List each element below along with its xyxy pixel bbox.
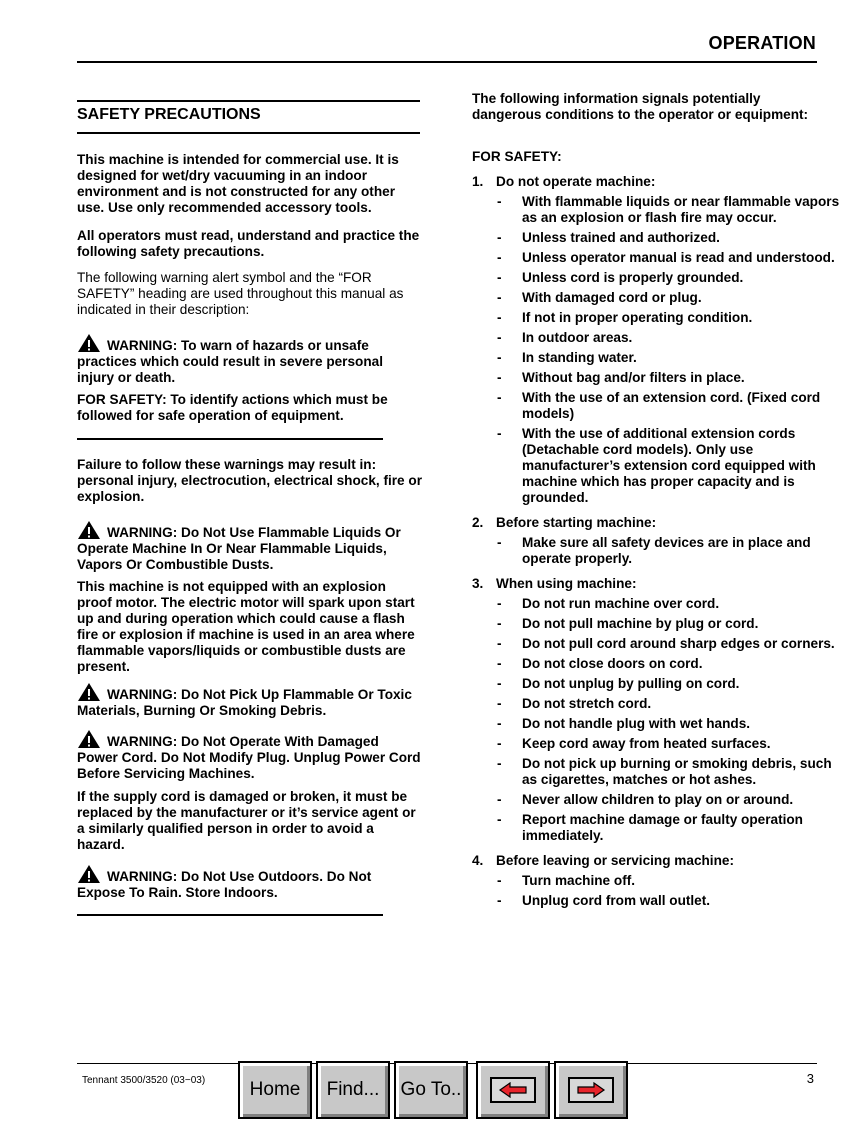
sub-item: - Do not handle plug with wet hands.: [497, 716, 751, 731]
item-label: Do not operate machine:: [496, 174, 656, 189]
warning-power-cord-text: WARNING: Do Not Operate With Damaged Power Cord. Do Not Modify Plug. Unplug Power Cord Before Servicing Machines.: [77, 734, 421, 781]
sub-item-text: In standing water.: [522, 350, 637, 365]
sub-item: - Make sure all safety devices are in place and operate properly.: [497, 535, 811, 566]
sub-item: - If not in proper operating condition.: [497, 310, 753, 325]
right-intro: The following information signals potentially dangerous conditions to the operator or equipment:: [472, 91, 809, 122]
header-rule: [77, 61, 817, 63]
warning-flammable: [77, 520, 422, 573]
section-title: SAFETY PRECAUTIONS: [77, 106, 261, 123]
sub-item-text: Do not stretch cord.: [522, 696, 652, 711]
sub-item-text: With damaged cord or plug.: [522, 290, 702, 305]
item-label: When using machine:: [496, 576, 637, 591]
warning-toxic-text: WARNING: Do Not Pick Up Flammable Or Toxic Materials, Burning Or Smoking Debris.: [77, 687, 412, 718]
sub-item: - Do not pull cord around sharp edges or corners.: [497, 636, 835, 651]
section-top-rule: [77, 100, 420, 102]
sub-item: - Do not close doors on cord.: [497, 656, 703, 671]
sub-item: - Do not pull machine by plug or cord.: [497, 616, 759, 631]
sub-item: - In standing water.: [497, 350, 637, 365]
sub-item-text: Do not run machine over cord.: [522, 596, 720, 611]
sub-item-text: Turn machine off.: [522, 873, 636, 888]
warning-icon: [77, 682, 101, 702]
sub-item: - Do not pick up burning or smoking debris, such as cigarettes, matches or hot ashes.: [497, 756, 832, 787]
item-label: Before starting machine:: [496, 515, 657, 530]
sub-item: - Keep cord away from heated surfaces.: [497, 736, 771, 751]
warning-outdoors: [77, 864, 422, 901]
item-label: Before leaving or servicing machine:: [496, 853, 734, 868]
item-number: 1.: [472, 174, 484, 189]
next-page-button[interactable]: [554, 1061, 628, 1119]
motor-paragraph: This machine is not equipped with an explosion proof motor. The electric motor will spark upon start up and during operation which could cause a flash fire or explosion if machine is used in an area where flammable vapors/liquids or combustible dusts are present.: [77, 579, 415, 674]
sub-item: - With the use of additional extension cords (Detachable cord models). Only use manufacturer’s extension cord equipped with machine which has proper capacity and is grounded.: [497, 426, 816, 505]
sub-item-text: Keep cord away from heated surfaces.: [522, 736, 771, 751]
goto-button[interactable]: Go To..: [394, 1061, 468, 1119]
sub-item-text: If not in proper operating condition.: [522, 310, 753, 325]
sub-item-text: Unless cord is properly grounded.: [522, 270, 744, 285]
previous-page-button[interactable]: [476, 1061, 550, 1119]
warning-toxic: [77, 682, 422, 719]
item-number: 4.: [472, 853, 484, 868]
for-safety-heading: FOR SAFETY:: [472, 149, 562, 164]
list-item: [472, 515, 842, 531]
sub-item: - In outdoor areas.: [497, 330, 633, 345]
warning-power-cord: [77, 729, 422, 782]
warning-definition: [77, 333, 422, 386]
warning-flammable-text: WARNING: Do Not Use Flammable Liquids Or Operate Machine In Or Near Flammable Liquids, Vapors Or Combustible Dusts.: [77, 525, 401, 572]
sub-item: - Unless trained and authorized.: [497, 230, 720, 245]
sub-item: - Do not stretch cord.: [497, 696, 652, 711]
footer-model: Tennant 3500/3520 (03−03): [82, 1075, 206, 1086]
left-arrow-icon: [490, 1077, 536, 1103]
warning-icon: [77, 729, 101, 749]
sub-item-text: With flammable liquids or near flammable vapors as an explosion or flash fire may occur.: [522, 194, 840, 225]
sub-item: - Unless cord is properly grounded.: [497, 270, 744, 285]
warning-icon: [77, 333, 101, 353]
sub-item-text: Make sure all safety devices are in place and operate properly.: [522, 535, 811, 566]
divider-rule-2: [77, 914, 383, 916]
list-item: [472, 576, 842, 592]
item-number: 3.: [472, 576, 484, 591]
sub-item-text: Unless operator manual is read and understood.: [522, 250, 835, 265]
sub-item-text: Report machine damage or faulty operation immediately.: [522, 812, 803, 843]
section-bottom-rule: [77, 132, 420, 134]
sub-item-text: Do not pull machine by plug or cord.: [522, 616, 759, 631]
sub-item-text: Never allow children to play on or around.: [522, 792, 794, 807]
sub-item: - With the use of an extension cord. (Fixed cord models): [497, 390, 821, 421]
sub-item: - Do not unplug by pulling on cord.: [497, 676, 740, 691]
sub-item-text: In outdoor areas.: [522, 330, 633, 345]
divider-rule-1: [77, 438, 383, 440]
sub-item-text: Do not pick up burning or smoking debris, such as cigarettes, matches or hot ashes.: [522, 756, 832, 787]
sub-item-text: Unplug cord from wall outlet.: [522, 893, 711, 908]
sub-item: - Do not run machine over cord.: [497, 596, 720, 611]
sub-item-text: Do not pull cord around sharp edges or corners.: [522, 636, 835, 651]
safety-list: [472, 167, 842, 909]
sub-item-text: Do not unplug by pulling on cord.: [522, 676, 740, 691]
warning-icon: [77, 864, 101, 884]
item-number: 2.: [472, 515, 484, 530]
right-arrow-icon: [568, 1077, 614, 1103]
warning-icon: [77, 520, 101, 540]
supply-cord-paragraph: If the supply cord is damaged or broken, it must be replaced by the manufacturer or it’s service agent or a similarly qualified person in order to avoid a hazard.: [77, 789, 416, 852]
sub-item: - Unplug cord from wall outlet.: [497, 893, 711, 908]
operators-paragraph: All operators must read, understand and practice the following safety precautions.: [77, 228, 420, 259]
page-number: 3: [806, 1071, 814, 1086]
sub-item: - Report machine damage or faulty operation immediately.: [497, 812, 803, 843]
sub-item: - Unless operator manual is read and understood.: [497, 250, 835, 265]
sub-item: - Without bag and/or filters in place.: [497, 370, 745, 385]
sub-item-text: Do not handle plug with wet hands.: [522, 716, 751, 731]
warning-definition-text: WARNING: To warn of hazards or unsafe practices which could result in severe personal injury or death.: [77, 338, 383, 385]
sub-item-text: Unless trained and authorized.: [522, 230, 720, 245]
sub-item: - Turn machine off.: [497, 873, 636, 888]
failure-paragraph: Failure to follow these warnings may result in: personal injury, electrocution, electrical shock, fire or explosion.: [77, 457, 422, 504]
page-header-title: OPERATION: [708, 33, 816, 53]
sub-item-text: With the use of an extension cord. (Fixed cord models): [522, 390, 821, 421]
list-item: [472, 174, 842, 190]
sub-item-text: With the use of additional extension cords (Detachable cord models). Only use manufacturer’s extension cord equipped with machine which has proper capacity and is grounded.: [522, 426, 816, 505]
symbol-description: The following warning alert symbol and the “FOR SAFETY” heading are used throughout this manual as indicated in their description:: [77, 270, 404, 317]
sub-item-text: Without bag and/or filters in place.: [522, 370, 745, 385]
for-safety-definition: FOR SAFETY: To identify actions which must be followed for safe operation of equipment.: [77, 392, 388, 423]
sub-item: - Never allow children to play on or around.: [497, 792, 794, 807]
find-button[interactable]: Find...: [316, 1061, 390, 1119]
intro-paragraph: This machine is intended for commercial use. It is designed for wet/dry vacuuming in an indoor environment and is not constructed for any other use. Use only recommended accessory tools.: [77, 152, 399, 215]
sub-item: - With flammable liquids or near flammable vapors as an explosion or flash fire may occur.: [497, 194, 840, 225]
sub-item: - With damaged cord or plug.: [497, 290, 702, 305]
warning-outdoors-text: WARNING: Do Not Use Outdoors. Do Not Expose To Rain. Store Indoors.: [77, 869, 372, 900]
list-item: [472, 853, 842, 869]
home-button[interactable]: Home: [238, 1061, 312, 1119]
sub-item-text: Do not close doors on cord.: [522, 656, 703, 671]
